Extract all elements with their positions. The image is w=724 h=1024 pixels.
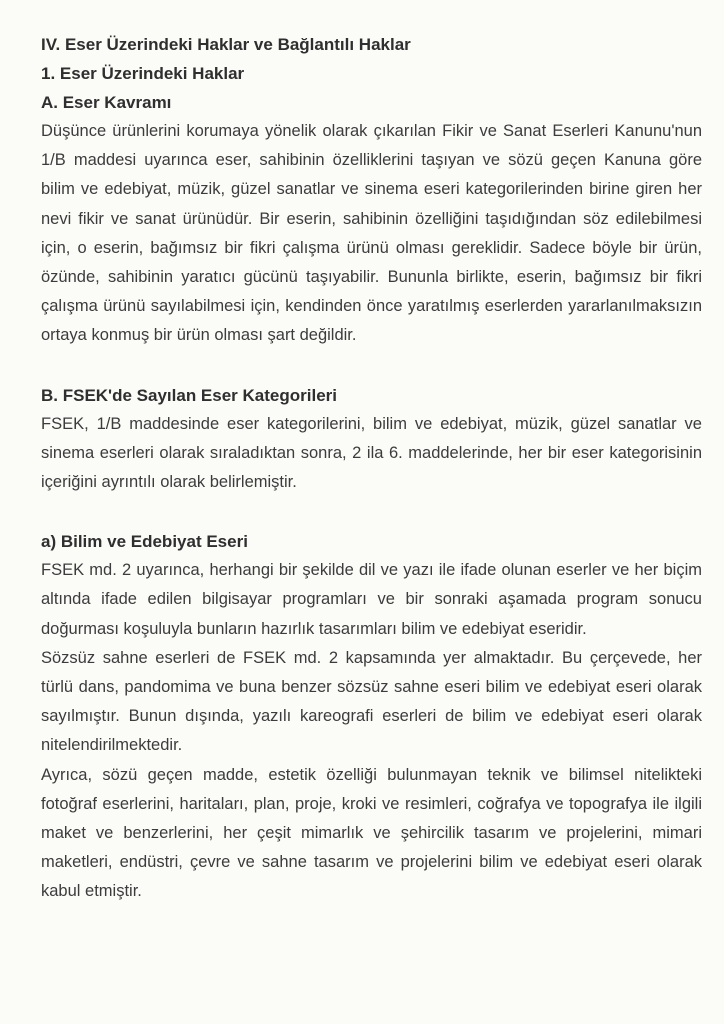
paragraph-bilim-edebiyat-2: Sözsüz sahne eserleri de FSEK md. 2 kapsamında yer almaktadır. Bu çerçevede, her türlü dans, pandomima ve buna benzer sözsüz sahne eseri bilim ve edebiyat eseri olarak sayılmıştır. Bunun dışında, yazılı kareografi eserleri de bilim ve edebiyat eseri olarak nitelendirilmektedir. — [41, 648, 702, 755]
subsection-heading-bilim-edebiyat: a) Bilim ve Edebiyat Eseri — [41, 532, 248, 552]
subsection-heading-b: B. FSEK'de Sayılan Eser Kategorileri — [41, 385, 337, 405]
paragraph-bilim-edebiyat-3: Ayrıca, sözü geçen madde, estetik özelliği bulunmayan teknik ve bilimsel nitelikteki fotoğraf eserlerini, haritaları, plan, proje, kroki ve resimleri, coğrafya ve topografya ile ilgili maket ve benzerlerini, her çeşit mimarlık ve şehircilik tasarım ve projelerini, mimari maketleri, endüstri, çevre ve sahne tasarım ve projelerini bilim ve edebiyat eseri olarak kabul etmiştir. — [41, 765, 702, 901]
spacer — [41, 351, 702, 381]
paragraph-eser-kategorileri: FSEK, 1/B maddesinde eser kategorilerini, bilim ve edebiyat, müzik, güzel sanatlar ve sinema eserleri olarak sıraladıktan sonra, 2 ila 6. maddelerinde, her bir eser kategorisinin içeriğini ayrıntılı olarak belirlemiştir. — [41, 414, 702, 492]
paragraph-bilim-edebiyat-1: FSEK md. 2 uyarınca, herhangi bir şekilde dil ve yazı ile ifade olunan eserler ve her biçim altında ifade edilen bilgisayar programları ve bir sonraki aşamada program sonucu doğurması koşuluyla bunların hazırlık tasarımları bilim ve edebiyat eseridir. — [41, 561, 702, 638]
subsection-heading-1: 1. Eser Üzerindeki Haklar — [41, 64, 245, 83]
spacer — [41, 497, 702, 527]
paragraph-eser-kavrami: Düşünce ürünlerini korumaya yönelik olarak çıkarılan Fikir ve Sanat Eserleri Kanunu'nun 1/B maddesi uyarınca eser, sahibinin özelliklerini taşıyan ve sözü geçen Kanuna göre bilim ve edebiyat, müzik, güzel sanatlar ve sinema eseri kategorilerinden birine giren her nevi fikir ve sanat ürünüdür. Bir eserin, sahibinin özelliğini taşıdığından söz edilebilmesi için, o eserin, bağımsız bir fikri çalışma ürünü olması gereklidir. Sadece böyle bir ürün, özünde, sahibinin yaratıcı gücünü taşıyabilir. Bununla birlikte, eserin, bağımsız bir fikri çalışma ürünü sayılabilmesi için, kendinden önce yaratılmış eserlerden yararlanılmaksızın ortaya konmuş bir ürün olması şart değildir. — [41, 122, 702, 345]
subsection-heading-a: A. Eser Kavramı — [41, 93, 172, 112]
section-heading-iv: IV. Eser Üzerindeki Haklar ve Bağlantılı Haklar — [41, 35, 411, 54]
